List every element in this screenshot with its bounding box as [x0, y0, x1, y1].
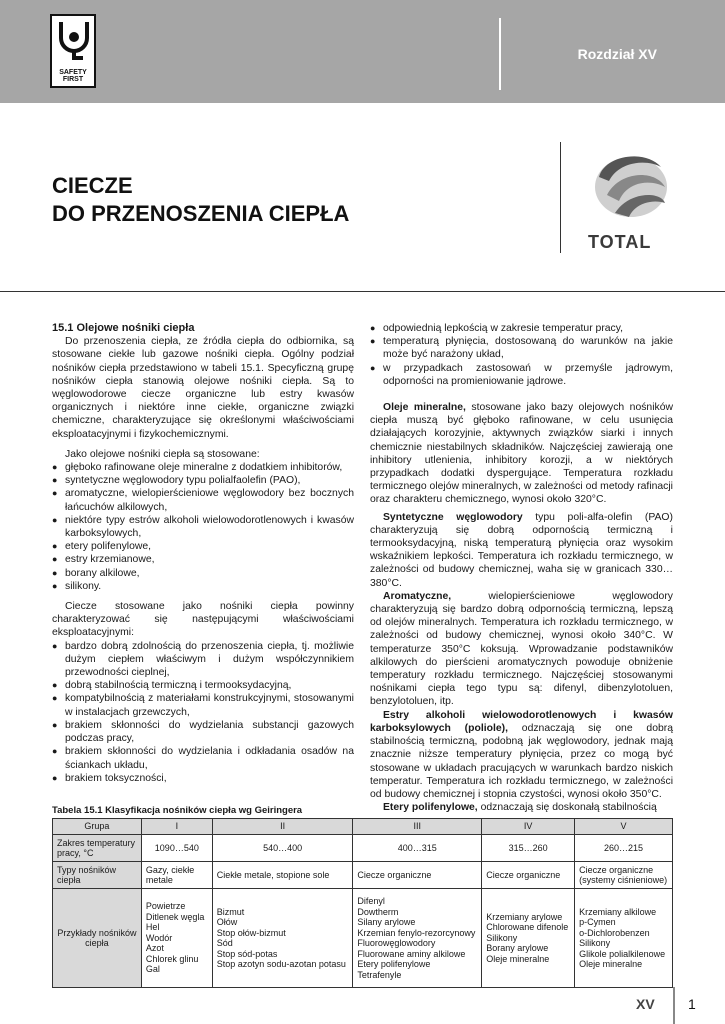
table-cell: 260…215 [575, 835, 673, 862]
table-cell: Grupa [53, 819, 142, 835]
table-cell [353, 889, 482, 988]
table-cell: Ciecze organiczne [353, 862, 482, 889]
section-rule [0, 291, 725, 292]
example-item: Ditlenek węgla [145, 911, 205, 922]
example-item: Bizmut [216, 906, 245, 917]
table-cell: 400…315 [353, 835, 482, 862]
list-item: ● brakiem skłonności do wydzielania substancji gazowych podczas pracy, [52, 719, 354, 745]
aromatics-term: Aromatyczne, [383, 590, 452, 602]
table-cell: I [141, 819, 212, 835]
table-row [53, 862, 673, 889]
properties-list [52, 640, 354, 785]
example-item: Tetrafenyle [357, 969, 402, 980]
table-cell: Gazy, ciekłe metale [141, 862, 212, 889]
carriers-list [52, 461, 354, 593]
example-item: Oleje mineralne [579, 959, 643, 969]
list-item: ● brakiem skłonności do wydzielania i odkładania osadów na ściankach układu, [52, 745, 354, 771]
example-item: Dowtherm [357, 906, 399, 917]
table-row [53, 819, 673, 835]
title-line2: DO PRZENOSZENIA CIEPŁA [52, 201, 350, 226]
table-cell: Zakres temperatury pracy, °C [53, 835, 142, 862]
table-cell: 315…260 [482, 835, 575, 862]
list-item: ● etery polifenylowe, [52, 540, 354, 553]
example-item: Gal [145, 964, 160, 975]
example-item: Difenyl [357, 896, 385, 906]
properties-lead-paragraph: Ciecze stosowane jako nośniki ciepła powinny charakteryzować się następującymi właściwościami eksploatacyjnymi: [52, 601, 354, 639]
right-column [370, 322, 673, 814]
example-item: Stop azotyn sodu-azotan potasu [216, 959, 346, 969]
example-item: Stop ołów-bizmut [216, 927, 286, 938]
ethers-paragraph [370, 801, 673, 814]
properties-list-continued [370, 322, 673, 388]
title-divider [560, 142, 561, 253]
aromatics-paragraph [370, 590, 673, 709]
ethers-term: Etery polifenylowe, [383, 802, 478, 814]
example-item: Silikony [579, 938, 611, 948]
table-cell [212, 889, 353, 988]
example-item: Azot [145, 943, 164, 954]
list-item: ● temperaturą płynięcia, dostosowaną do warunków na jakie może być narażony układ, [370, 335, 673, 361]
example-item: Ołów [216, 917, 238, 927]
table-cell [141, 889, 212, 988]
table-cell [575, 889, 673, 988]
table-row [53, 835, 673, 862]
section-heading: 15.1 Olejowe nośniki ciepła [52, 322, 195, 334]
list-item: ● syntetyczne węglowodory typu polialfaolefin (PAO), [52, 474, 354, 487]
title-line1: CIECZE [52, 173, 133, 198]
example-item: Fluorowane aminy alkilowe [357, 948, 466, 959]
intro-paragraph: Do przenoszenia ciepła, ze źródła ciepła do odbiornika, są stosowane ciekłe lub gazowe nośniki ciepła. Ogólny podział nośników ciepła przedstawiono w tabeli 15.1. Specyficzną grupę nośników ciepła stanowią olejowe nośniki ciepła. Są to węglowodorowe ciecze organiczne lub estry kwasów organicznych i niektóre inne ciekłe, organiczne związki chemiczne, charakteryzujące się określonymi właściwościami eksploatacyjnymi i fizykochemicznymi. [52, 336, 354, 440]
example-item: Oleje mineralne [486, 953, 550, 964]
list-item: ● aromatyczne, wielopierścieniowe węglowodory bez bocznych łańcuchów alkilowych, [52, 487, 354, 513]
example-item: Silikony [486, 932, 518, 943]
left-column [52, 322, 354, 785]
example-item: p-Cymen [579, 917, 616, 927]
header-divider [499, 18, 501, 90]
example-item: o-Dichlorobenzen [579, 927, 650, 938]
example-item: Sód [216, 938, 233, 948]
list-item: ● estry krzemianowe, [52, 553, 354, 566]
example-item: Krzemiany alkilowe [579, 906, 657, 917]
safety-first-logo [50, 14, 96, 88]
example-item: Krzemian fenylo-rezorcynowy [357, 927, 476, 938]
example-item: Fluorowęglowodory [357, 938, 436, 948]
example-item: Silany arylowe [357, 917, 416, 927]
list-item: ● niektóre typy estrów alkoholi wielowodorotlenowych i kwasów karboksylowych, [52, 514, 354, 540]
example-item: Borany arylowe [486, 943, 549, 954]
table-cell: 1090…540 [141, 835, 212, 862]
example-item: Chlorek glinu [145, 953, 199, 964]
esters-text: odznaczają się one dobrą stabilnością termiczną, podobną jak węglowodory, jednak mają znacznie niższe temperatury płynięcia, przez co mogą być stosowane w układach pracujących w warunkach bardzo niskich temperatur. Temperatura ich rozkładu termicznego, w zależności od budowy chemicznej i stopnia czystości, wynosi około 350°C. [370, 722, 674, 800]
example-item: Hel [145, 922, 160, 933]
chapter-label: Rozdział XV [577, 46, 657, 62]
carriers-lead-paragraph: Jako olejowe nośniki ciepła są stosowane: [65, 448, 260, 460]
example-item: Glikole polialkilenowe [579, 948, 666, 959]
table-cell: Przykłady nośników ciepła [53, 889, 142, 988]
table-cell: Ciecze organiczne [482, 862, 575, 889]
table-cell: Ciekłe metale, stopione sole [212, 862, 353, 889]
table-cell [482, 889, 575, 988]
list-item: ● w przypadkach zastosowań w przemyśle jądrowym, odporności na promieniowanie jądrowe. [370, 362, 673, 388]
list-item: ● silikony. [52, 580, 354, 593]
table-cell: Ciecze organiczne (systemy ciśnieniowe) [575, 862, 673, 889]
mineral-oils-term: Oleje mineralne, [383, 402, 466, 414]
example-item: Wodór [145, 932, 173, 943]
list-item: ● głęboko rafinowane oleje mineralne z dodatkiem inhibitorów, [52, 461, 354, 474]
list-item: ● brakiem toksyczności, [52, 772, 354, 785]
logo-text-line2: FIRST [62, 76, 84, 83]
logo-text-line1: SAFETY [59, 69, 87, 76]
list-item: ● borany alkilowe, [52, 567, 354, 580]
footer-chapter: XV [636, 996, 655, 1012]
page-title [52, 172, 349, 228]
logo-text [52, 69, 94, 83]
table-row [53, 889, 673, 988]
list-item: ● odpowiednią lepkością w zakresie temperatur pracy, [370, 322, 673, 335]
classification-table [52, 818, 673, 988]
aromatics-text: wielopierścieniowe węglowodory charakteryzują się bardzo dobrą odpornością termiczną, lepszą od olejów mineralnych. Temperatura ich rozkładu termicznego, w zależności od budowy chemicznej, wynosi około 340°C. W temperaturze 350°C koksują. Wprowadzanie podstawników alkilowych do pierścieni aromatycznych powoduje obniżenie temperatury rozkładu termicznego. Najczęściej stosowanymi nośnikami ciepła tego typu są: difenyl, dibenzylotoluen, benzylotoluen, itp. [370, 590, 673, 708]
example-item: Etery polifenylowe [357, 959, 431, 969]
brand-name: TOTAL [588, 232, 652, 252]
esters-term: Estry alkoholi wielowodorotlenowych i kwasów karboksylowych (poliole), [370, 709, 673, 734]
table-cell: Typy nośników ciepła [53, 862, 142, 889]
page-number: 1 [688, 996, 696, 1012]
synthetic-hydrocarbons-term: Syntetyczne węglowodory [383, 511, 523, 523]
table-cell: 540…400 [212, 835, 353, 862]
list-item: ● bardzo dobrą zdolnością do przenoszenia ciepła, tj. możliwie dużym ciepłem właściwym i dużym współczynnikiem przewodności cieplnej, [52, 640, 354, 680]
mineral-oils-text: stosowane jako bazy olejowych nośników ciepła muszą być głęboko rafinowane, w celu usunięcia działających korozyjnie, aktywnych związków siarki i innych chemicznie niestabilnych składników. Najczęściej zawierają one inhibitory utlenienia, inhibitory korozji, a w niektórych przypadkach dodatki dyspergujące. Temperatura rozkładu termicznego olejów mineralnych, w zależności od metody rafinacji oraz charakteru chemicznego, wynosi około 320°C. [370, 402, 673, 506]
table-cell: V [575, 819, 673, 835]
example-item: Powietrze [145, 901, 186, 912]
example-item: Krzemiany arylowe [486, 911, 563, 922]
list-item: ● kompatybilnością z materiałami konstrukcyjnymi, stosowanymi w instalacjach grzewczych, [52, 692, 354, 718]
table-cell: III [353, 819, 482, 835]
synthetic-hydrocarbons-paragraph [370, 511, 673, 590]
table-cell: II [212, 819, 353, 835]
footer-divider [673, 987, 675, 1024]
mineral-oils-paragraph [370, 401, 673, 507]
safety-first-icon [57, 20, 91, 64]
esters-paragraph [370, 709, 673, 801]
example-item: Stop sód-potas [216, 948, 278, 959]
list-item: ● dobrą stabilnością termiczną i termooksydacyjną, [52, 679, 354, 692]
total-logo-icon [585, 147, 673, 227]
table-caption: Tabela 15.1 Klasyfikacja nośników ciepła wg Geiringera [52, 805, 303, 816]
example-item: Chlorowane difenole [486, 922, 569, 933]
ethers-text: odznaczają się doskonałą stabilnością [477, 802, 657, 814]
table-cell: IV [482, 819, 575, 835]
synthetic-hydrocarbons-text: typu poli-alfa-olefin (PAO) charakteryzują się dobrą odpornością termiczną i termooksydacyjną, niską temperaturą płynięcia oraz wysokim wskaźnikiem lepkości. Temperatura ich rozkładu termicznego, w zależności od budowy chemicznej, waha się w granicach 330…380°C. [370, 511, 673, 589]
